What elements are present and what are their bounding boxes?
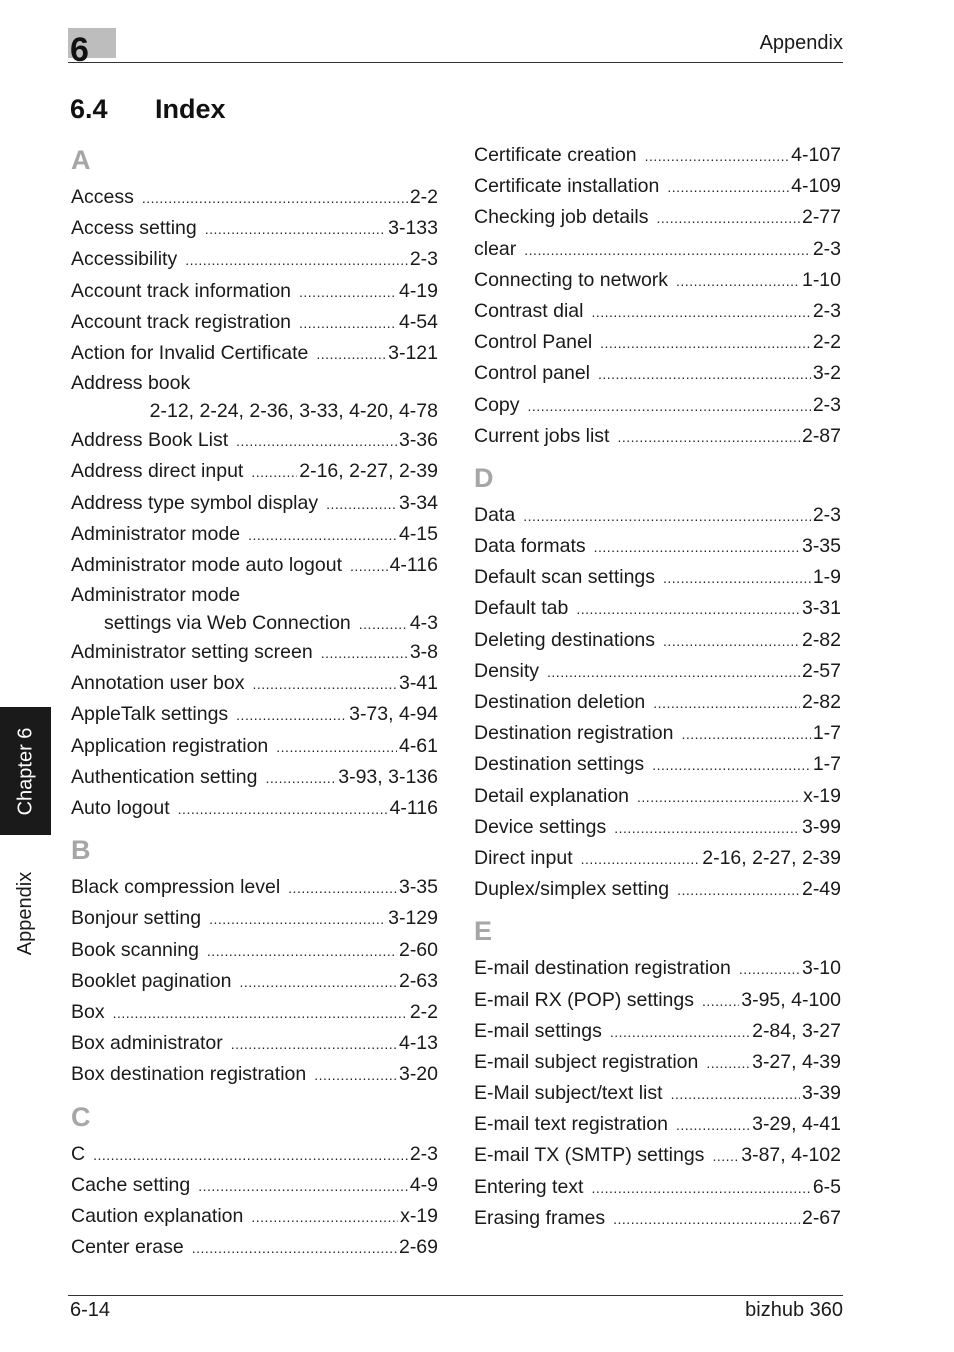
- index-entry: [474, 843, 841, 874]
- index-entry: [474, 953, 841, 984]
- dot-leader: [207, 936, 397, 966]
- section-name: Index: [155, 94, 226, 124]
- index-entry: [71, 244, 438, 275]
- index-entry: [474, 812, 841, 843]
- dot-leader: [600, 328, 811, 358]
- index-term: Annotation user box: [71, 672, 245, 695]
- index-column-right: [474, 140, 841, 1234]
- index-pages: 4-116: [389, 553, 438, 576]
- index-entry: [71, 966, 438, 997]
- index-pages: 2-82: [801, 691, 841, 713]
- index-entry: [474, 718, 841, 749]
- index-pages: 1-9: [812, 566, 841, 589]
- dot-leader: [614, 813, 800, 843]
- dot-leader: [231, 1029, 397, 1059]
- index-entry: [71, 182, 438, 213]
- index-term: Certificate installation: [474, 175, 660, 198]
- index-pages: 3-10: [801, 957, 841, 980]
- index-pages: 3-133: [388, 217, 438, 240]
- index-pages: 3-93, 3-136: [338, 765, 438, 788]
- dot-leader: [591, 297, 810, 327]
- index-entry: [474, 1078, 841, 1109]
- index-term: Box: [71, 1000, 105, 1023]
- index-term: Black compression level: [71, 876, 281, 899]
- index-entry: [474, 1172, 841, 1203]
- index-pages: 3-87, 4-102: [741, 1144, 841, 1167]
- dot-leader: [198, 1171, 408, 1201]
- dot-leader: [591, 1173, 810, 1203]
- index-pages: 2-3: [812, 237, 841, 260]
- dot-leader: [113, 998, 408, 1028]
- index-entry: [474, 421, 841, 452]
- dot-leader: [712, 1141, 739, 1171]
- index-entry: [71, 997, 438, 1028]
- index-pages: 2-3: [812, 299, 841, 322]
- dot-leader: [576, 594, 800, 624]
- dot-leader: [185, 245, 408, 275]
- index-pages: 2-49: [801, 878, 841, 901]
- dot-leader: [613, 1204, 800, 1234]
- index-entry: [71, 338, 438, 369]
- section-side-label: [0, 848, 51, 978]
- dot-leader: [676, 1110, 750, 1140]
- index-group-c: [71, 1139, 438, 1264]
- index-term: Checking job details: [474, 206, 649, 229]
- index-entry: [474, 593, 841, 624]
- index-term: Administrator mode auto logout: [71, 553, 342, 576]
- index-entry-continuation: [71, 609, 438, 637]
- index-entry: [474, 656, 841, 687]
- index-pages: 2-16, 2-27, 2-39: [702, 846, 841, 869]
- dot-leader: [239, 967, 397, 997]
- index-entry: [474, 874, 841, 905]
- index-entry: [71, 1028, 438, 1059]
- index-term: Book scanning: [71, 938, 199, 961]
- dot-leader: [316, 339, 386, 369]
- index-term: E-mail settings: [474, 1019, 602, 1042]
- dot-leader: [350, 551, 388, 581]
- index-term: Caution explanation: [71, 1204, 244, 1227]
- dot-leader: [288, 873, 397, 903]
- product-name: bizhub 360: [745, 1299, 843, 1321]
- index-term: Device settings: [474, 815, 607, 838]
- index-term: Address book: [71, 372, 191, 395]
- index-entry: [71, 307, 438, 338]
- chapter-side-tab-label: [0, 707, 51, 835]
- dot-leader: [528, 391, 811, 421]
- index-term: E-mail TX (SMTP) settings: [474, 1144, 705, 1167]
- index-entry: [71, 731, 438, 762]
- dot-leader: [359, 610, 408, 637]
- index-pages: 3-121: [388, 341, 438, 364]
- index-entry: [71, 903, 438, 934]
- index-pages: 4-54: [398, 310, 438, 333]
- index-entry: [474, 781, 841, 812]
- index-column-left: [71, 140, 438, 1263]
- dot-leader: [739, 954, 800, 984]
- index-entry: [474, 1047, 841, 1078]
- index-group-e: [474, 953, 841, 1234]
- index-pages: 2-16, 2-27, 2-39: [299, 460, 438, 483]
- index-term: Default scan settings: [474, 566, 656, 589]
- index-pages: 1-7: [812, 753, 841, 776]
- index-entry: [71, 668, 438, 699]
- dot-leader: [598, 359, 811, 389]
- index-letter-a: A: [71, 145, 91, 175]
- dot-leader: [178, 794, 388, 824]
- dot-leader: [547, 657, 800, 687]
- index-group-a: [71, 182, 438, 824]
- index-entry-continuation: [71, 397, 438, 425]
- dot-leader: [653, 688, 800, 718]
- index-pages: 6-5: [812, 1175, 841, 1198]
- dot-leader: [677, 875, 800, 905]
- index-pages: 2-3: [409, 1142, 438, 1165]
- index-pages: 4-116: [389, 797, 438, 819]
- index-pages: 3-41: [398, 672, 438, 695]
- index-entry: [71, 1232, 438, 1263]
- index-term: AppleTalk settings: [71, 703, 229, 726]
- index-term: E-mail text registration: [474, 1113, 668, 1136]
- dot-leader: [523, 501, 811, 531]
- index-entry: [71, 425, 438, 456]
- index-entry: [474, 1203, 841, 1234]
- dot-leader: [299, 277, 397, 307]
- index-term: E-mail subject registration: [474, 1050, 699, 1073]
- index-pages: 3-34: [398, 491, 438, 514]
- footer-divider: [68, 1295, 843, 1296]
- index-term: C: [71, 1142, 86, 1165]
- index-pages: 2-67: [801, 1206, 841, 1229]
- index-term: E-Mail subject/text list: [474, 1082, 663, 1105]
- index-term: Administrator setting screen: [71, 641, 313, 664]
- index-entry: [474, 171, 841, 202]
- index-term: Control Panel: [474, 331, 593, 354]
- dot-leader: [594, 532, 800, 562]
- index-pages: 3-35: [398, 876, 438, 899]
- index-pages: 4-13: [398, 1032, 438, 1055]
- index-term: Box administrator: [71, 1032, 223, 1055]
- index-term: Detail explanation: [474, 784, 630, 807]
- dot-leader: [265, 763, 336, 793]
- index-pages: 2-3: [812, 393, 841, 416]
- index-pages: 3-27, 4-39: [752, 1050, 841, 1073]
- index-term: Authentication setting: [71, 765, 258, 788]
- index-entry: [71, 1201, 438, 1232]
- index-term: Cache setting: [71, 1173, 191, 1196]
- index-pages: 4-61: [398, 734, 438, 757]
- index-term: Certificate creation: [474, 144, 637, 166]
- index-entry: [71, 456, 438, 487]
- index-term: Entering text: [474, 1175, 584, 1198]
- index-term: Control panel: [474, 362, 590, 385]
- index-pages: x-19: [400, 1204, 438, 1227]
- index-pages: 4-9: [409, 1173, 438, 1196]
- dot-leader: [524, 235, 811, 265]
- index-pages: 4-109: [791, 175, 841, 198]
- chapter-label: Chapter 6: [14, 727, 36, 815]
- index-term: Contrast dial: [474, 299, 584, 322]
- index-entry: [474, 1109, 841, 1140]
- index-term: Address Book List: [71, 429, 229, 452]
- index-pages: 3-29, 4-41: [752, 1113, 841, 1136]
- dot-leader: [251, 457, 297, 487]
- index-term: Density: [474, 659, 540, 682]
- index-entry: [71, 793, 438, 824]
- index-term: Account track registration: [71, 310, 292, 333]
- index-term: Address type symbol display: [71, 491, 319, 514]
- index-entry: [71, 935, 438, 966]
- dot-leader: [702, 986, 739, 1016]
- dot-leader: [645, 141, 790, 171]
- dot-leader: [671, 1079, 800, 1109]
- dot-leader: [663, 563, 811, 593]
- index-entry: [71, 872, 438, 903]
- index-pages: 2-3: [812, 503, 841, 526]
- dot-leader: [93, 1140, 408, 1170]
- dot-leader: [248, 520, 397, 550]
- running-header-title: Appendix: [759, 32, 843, 54]
- index-pages: 3-8: [409, 641, 438, 664]
- index-term: Destination registration: [474, 722, 674, 745]
- dot-leader: [657, 203, 800, 233]
- dot-leader: [681, 719, 810, 749]
- index-entry: [474, 749, 841, 780]
- index-term: Data formats: [474, 535, 586, 558]
- dot-leader: [610, 1017, 750, 1047]
- section-title: [70, 94, 226, 125]
- index-pages: 2-57: [801, 659, 841, 682]
- page-number: 6-14: [70, 1299, 111, 1321]
- index-entry: [71, 637, 438, 668]
- index-pages: 2-12, 2-24, 2-36, 3-33, 4-20, 4-78: [149, 400, 438, 423]
- dot-leader: [706, 1048, 750, 1078]
- index-term: Current jobs list: [474, 424, 610, 447]
- index-pages: 3-99: [801, 815, 841, 838]
- index-entry: [71, 1139, 438, 1170]
- index-pages: 3-73, 4-94: [349, 703, 438, 726]
- index-term: Copy: [474, 393, 520, 416]
- index-pages: 2-3: [409, 248, 438, 271]
- index-entry: [71, 1170, 438, 1201]
- index-pages: 3-129: [388, 907, 438, 930]
- index-term: Deleting destinations: [474, 628, 656, 651]
- index-pages: 3-2: [812, 362, 841, 385]
- index-entry: [474, 985, 841, 1016]
- index-term: Account track information: [71, 279, 292, 302]
- index-term: Destination settings: [474, 753, 645, 776]
- chapter-number: 6: [70, 31, 89, 69]
- index-term: E-mail destination registration: [474, 957, 731, 980]
- index-entry: [71, 488, 438, 519]
- index-letter-d: D: [474, 462, 494, 493]
- index-term: Auto logout: [71, 797, 170, 819]
- dot-leader: [667, 172, 789, 202]
- index-entry: [474, 358, 841, 389]
- dot-leader: [581, 844, 701, 874]
- index-letter-c: C: [71, 1101, 91, 1132]
- index-entry: [474, 687, 841, 718]
- index-pages: 4-3: [409, 612, 438, 635]
- index-pages: 4-107: [791, 144, 841, 166]
- index-pages: 2-82: [801, 628, 841, 651]
- dot-leader: [326, 489, 397, 519]
- index-term: Bonjour setting: [71, 907, 202, 930]
- index-pages: 1-10: [801, 268, 841, 291]
- index-pages: 2-60: [398, 938, 438, 961]
- index-term: Administrator mode: [71, 584, 241, 607]
- dot-leader: [205, 214, 386, 244]
- index-term: Action for Invalid Certificate: [71, 341, 309, 364]
- index-entry: [474, 531, 841, 562]
- dot-leader: [663, 626, 800, 656]
- index-entry: [474, 625, 841, 656]
- index-entry: [474, 265, 841, 296]
- dot-leader: [236, 426, 397, 456]
- index-entry: [474, 327, 841, 358]
- index-pages: 2-2: [409, 186, 438, 208]
- index-term: Access setting: [71, 217, 197, 240]
- index-entry: [71, 213, 438, 244]
- index-term: Address direct input: [71, 460, 244, 483]
- index-entry: [71, 550, 438, 581]
- dot-leader: [252, 669, 397, 699]
- dot-leader: [299, 308, 397, 338]
- index-term: Booklet pagination: [71, 969, 232, 992]
- index-term: Direct input: [474, 846, 573, 869]
- index-term: Data: [474, 503, 516, 526]
- dot-leader: [321, 638, 408, 668]
- index-letter-b: B: [71, 835, 91, 866]
- index-entry: [474, 390, 841, 421]
- index-pages: 2-2: [812, 331, 841, 354]
- index-entry: [474, 202, 841, 233]
- dot-leader: [236, 700, 347, 730]
- index-pages: 2-87: [801, 424, 841, 447]
- index-term: Connecting to network: [474, 268, 669, 291]
- dot-leader: [276, 732, 397, 762]
- index-term: Erasing frames: [474, 1206, 606, 1229]
- index-entry: [474, 234, 841, 265]
- index-pages: 4-19: [398, 279, 438, 302]
- index-pages: 2-2: [409, 1000, 438, 1023]
- dot-leader: [192, 1233, 397, 1263]
- index-pages: x-19: [803, 784, 841, 807]
- index-term: Destination deletion: [474, 691, 646, 713]
- index-entry: [474, 1016, 841, 1047]
- index-term: Default tab: [474, 597, 569, 620]
- dot-leader: [314, 1060, 397, 1090]
- index-group-d: [474, 500, 841, 905]
- index-pages: 2-69: [398, 1236, 438, 1259]
- index-entry: [474, 1140, 841, 1171]
- index-term: Box destination registration: [71, 1063, 307, 1086]
- section-label: Appendix: [14, 871, 36, 955]
- index-pages: 3-31: [801, 597, 841, 620]
- index-term: clear: [474, 237, 517, 260]
- index-entry: [474, 562, 841, 593]
- index-letter-e: E: [474, 916, 493, 947]
- index-entry: [71, 369, 438, 425]
- section-number: 6.4: [70, 94, 108, 124]
- index-term: Administrator mode: [71, 522, 241, 545]
- index-entry: [474, 140, 841, 171]
- dot-leader: [676, 266, 800, 296]
- dot-leader: [209, 904, 386, 934]
- index-pages: 2-77: [801, 206, 841, 229]
- dot-leader: [251, 1202, 398, 1232]
- index-pages: 4-15: [398, 522, 438, 545]
- dot-leader: [652, 750, 811, 780]
- index-entry: [71, 519, 438, 550]
- index-term: Center erase: [71, 1236, 184, 1259]
- index-pages: 3-20: [398, 1063, 438, 1086]
- index-entry: [474, 500, 841, 531]
- index-term: E-mail RX (POP) settings: [474, 988, 694, 1011]
- dot-leader: [142, 183, 408, 213]
- index-pages: 3-36: [398, 429, 438, 452]
- index-term: Accessibility: [71, 248, 178, 271]
- index-pages: 3-95, 4-100: [741, 988, 841, 1011]
- index-group-b: [71, 872, 438, 1090]
- index-pages: 3-35: [801, 535, 841, 558]
- index-entry: [71, 1059, 438, 1090]
- index-entry: [71, 762, 438, 793]
- index-group-c-continued: [474, 140, 841, 452]
- index-pages: 2-84, 3-27: [752, 1019, 841, 1042]
- index-pages: 1-7: [812, 722, 841, 745]
- dot-leader: [617, 422, 800, 452]
- header-divider: [68, 62, 843, 63]
- dot-leader: [637, 782, 801, 812]
- index-term: Application registration: [71, 734, 269, 757]
- index-entry: [71, 276, 438, 307]
- index-pages: 3-39: [801, 1082, 841, 1105]
- index-entry: [71, 699, 438, 730]
- index-subterm: settings via Web Connection: [104, 612, 351, 635]
- index-entry: [474, 296, 841, 327]
- index-term: Duplex/simplex setting: [474, 878, 670, 901]
- index-entry: [71, 581, 438, 637]
- index-term: Access: [71, 186, 134, 208]
- index-pages: 2-63: [398, 969, 438, 992]
